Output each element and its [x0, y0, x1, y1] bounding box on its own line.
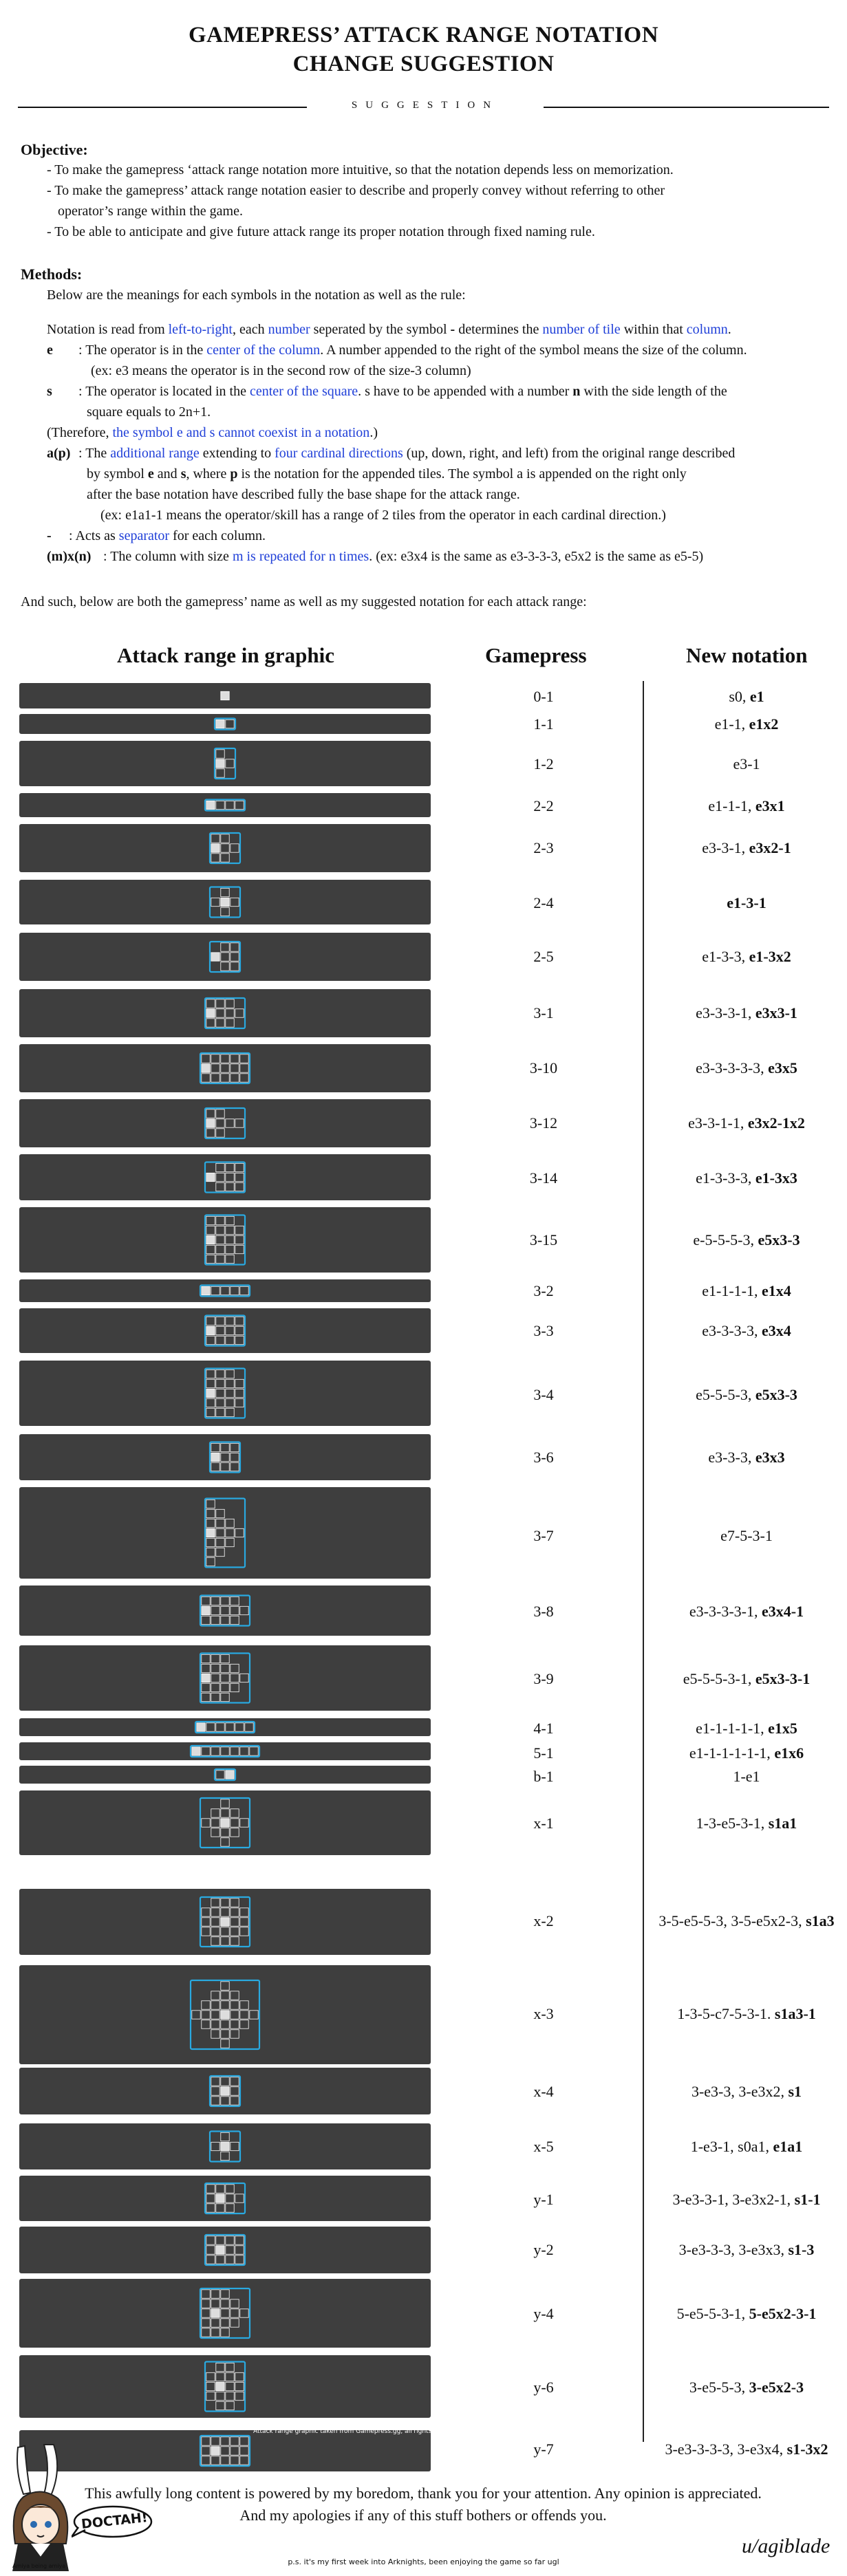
new-notation — [647, 2138, 846, 2156]
objective-item-1: - To make the gamepress ‘attack range notation more intuitive, so that the notation depends less on memorization. — [47, 162, 674, 177]
gamepress-notation: 1-2 — [533, 755, 554, 772]
gamepress-notation: 2-2 — [533, 797, 554, 814]
gamepress-notation: y-6 — [533, 2379, 554, 2396]
gamepress-notation: x-4 — [533, 2083, 554, 2100]
new-notation-plain: 3-e5-5-3, — [689, 2379, 749, 2396]
gamepress-notation: 2-3 — [533, 839, 554, 856]
table-intro: And such, below are both the gamepress’ name as well as my suggested notation for each attack range: — [21, 594, 587, 609]
new-notation-plain: e1-1-1, — [708, 797, 755, 814]
range-graphic-panel — [19, 714, 431, 734]
range-3-6-icon — [19, 1434, 431, 1480]
new-notation-plain: e3-3-1-1, — [688, 1114, 748, 1132]
new-notation-plain: 1-e3-1, s0a1, — [690, 2138, 773, 2155]
rule-dash: : Acts as separator for each column. — [69, 528, 266, 543]
range-1-1-icon — [19, 714, 431, 734]
range-graphic-panel — [19, 1308, 431, 1353]
range-x-1-icon — [19, 1790, 431, 1855]
objective-item-2: - To make the gamepress’ attack range notation easier to describe and properly convey without referring to other — [47, 183, 665, 198]
range-y-2-icon — [19, 2227, 431, 2273]
range-graphic-panel — [19, 2227, 431, 2273]
speech-bubble-text: DOCTAH! — [81, 2510, 149, 2532]
footer-line-1: This awfully long content is powered by my boredom, thank you for your attention. Any opinion is appreciated. — [85, 2485, 762, 2502]
new-notation-bold: e3x5 — [768, 1059, 797, 1076]
new-notation — [647, 894, 846, 912]
new-notation-plain: e1-1-1-1-1, — [696, 1720, 769, 1737]
new-notation-plain: s0, — [729, 688, 750, 705]
gamepress-notation: 2-5 — [533, 948, 554, 965]
new-notation — [647, 1386, 846, 1404]
new-notation — [647, 755, 846, 773]
range-0-1-icon — [19, 683, 431, 708]
range-3-10-icon — [19, 1044, 431, 1092]
footer-line-2: And my apologies if any of this stuff bothers or offends you. — [239, 2507, 607, 2524]
gamepress-notation: 3-6 — [533, 1449, 554, 1466]
range-x-3-icon — [19, 1965, 431, 2064]
new-notation — [647, 2305, 846, 2323]
new-notation — [647, 1059, 846, 1077]
rule-s-cont: square equals to 2n+1. — [87, 404, 211, 420]
new-notation — [647, 2083, 846, 2101]
methods-heading: Methods: — [21, 266, 83, 283]
new-notation — [647, 1449, 846, 1466]
new-notation — [647, 2191, 846, 2209]
postscript: p.s. it's my first week into Arknights, been enjoying the game so far ugl — [288, 2557, 559, 2566]
new-notation — [647, 1231, 846, 1249]
symbol-mx: (m)x(n) — [47, 549, 92, 564]
range-graphic-panel — [19, 1585, 431, 1636]
range-3-2-icon — [19, 1279, 431, 1302]
range-3-1-icon — [19, 989, 431, 1037]
range-graphic-panel — [19, 1487, 431, 1579]
symbol-s: s — [47, 384, 52, 399]
rule-a-line-3: after the base notation have described fully the base shape for the attack range. — [87, 487, 520, 502]
new-notation — [647, 1603, 846, 1621]
rule-s: : The operator is located in the center of the square. s have to be appended with a number n with the side length of the — [78, 384, 727, 399]
gamepress-notation: x-1 — [533, 1815, 554, 1832]
new-notation-plain: 1-3-e5-3-1, — [696, 1815, 769, 1832]
range-2-4-icon — [19, 880, 431, 924]
gamepress-notation: b-1 — [533, 1768, 554, 1785]
range-graphic-panel — [19, 2279, 431, 2348]
methods-intro: Below are the meanings for each symbols in the notation as well as the rule: — [47, 288, 466, 303]
new-notation-plain: e3-3-3-3-3, — [696, 1059, 769, 1076]
range-3-8-icon — [19, 1585, 431, 1636]
range-graphic-panel — [19, 2068, 431, 2114]
rule-therefore: (Therefore, the symbol e and s cannot coexist in a notation.) — [47, 425, 378, 440]
range-b-1-icon — [19, 1766, 431, 1784]
new-notation-plain: e3-1 — [733, 755, 760, 772]
gamepress-notation: 5-1 — [533, 1744, 554, 1762]
divider-left — [18, 107, 307, 108]
new-notation-bold: e1a1 — [773, 2138, 803, 2155]
range-x-5-icon — [19, 2123, 431, 2169]
new-notation-plain: 5-e5-5-3-1, — [676, 2305, 749, 2322]
new-notation-bold: e1-3x3 — [755, 1169, 797, 1187]
range-graphic-panel — [19, 2123, 431, 2169]
new-notation — [647, 839, 846, 857]
range-graphic-panel — [19, 1434, 431, 1480]
new-notation — [647, 1768, 846, 1786]
page-title — [0, 21, 847, 78]
new-notation-bold: e3x4-1 — [761, 1603, 804, 1620]
range-graphic-panel — [19, 1766, 431, 1784]
new-notation-bold: e1 — [749, 688, 764, 705]
new-notation — [647, 948, 846, 966]
new-notation-bold: s1-3x2 — [786, 2440, 828, 2458]
new-notation — [647, 1912, 846, 1930]
range-graphic-panel — [19, 1044, 431, 1092]
new-notation-plain: e3-3-3-3, — [702, 1322, 762, 1339]
objective-heading: Objective: — [21, 141, 88, 158]
new-notation-bold: e3x1 — [755, 797, 785, 814]
range-graphic-panel — [19, 1790, 431, 1855]
new-notation-bold: e5x3-3 — [755, 1386, 797, 1403]
new-notation — [647, 1169, 846, 1187]
new-notation — [647, 688, 846, 706]
new-notation-bold: s1-3 — [788, 2241, 815, 2258]
range-x-2-icon — [19, 1889, 431, 1955]
new-notation-bold: e5x3-3-1 — [755, 1670, 811, 1687]
range-graphic-panel — [19, 1742, 431, 1760]
range-graphic-panel — [19, 2355, 431, 2418]
range-5-1-icon — [19, 1742, 431, 1760]
new-notation-bold: e1-3-1 — [727, 894, 766, 911]
range-y-4-icon — [19, 2279, 431, 2348]
image-credit: Attack range graphic taken from Gamepress.gg, all rights reserved. — [253, 2428, 463, 2435]
new-notation-plain: e5-5-5-3-1, — [683, 1670, 755, 1687]
title-line-1: GAMEPRESS’ ATTACK RANGE NOTATION — [188, 23, 659, 47]
new-notation-plain: 3-e3-3-3-3, 3-e3x4, — [665, 2440, 787, 2458]
new-notation-bold: e3x4 — [761, 1322, 791, 1339]
new-notation-plain: e1-1, — [714, 715, 749, 733]
new-notation — [647, 2241, 846, 2259]
column-header-gamepress: Gamepress — [485, 643, 587, 667]
range-graphic-panel — [19, 793, 431, 817]
gamepress-notation: 0-1 — [533, 688, 554, 705]
new-notation-plain: e1-3-3-3, — [696, 1169, 755, 1187]
new-notation — [647, 1282, 846, 1300]
new-notation — [647, 1815, 846, 1832]
mascot-caption: Amiya being amiya — [12, 2563, 66, 2569]
range-graphic-panel — [19, 683, 431, 708]
new-notation-bold: e3x2-1 — [749, 839, 791, 856]
new-notation — [647, 1670, 846, 1688]
gamepress-notation: 3-2 — [533, 1282, 554, 1299]
symbol-e: e — [47, 343, 53, 358]
range-3-12-icon — [19, 1099, 431, 1147]
new-notation-plain: e3-3-3-3-1, — [689, 1603, 762, 1620]
range-3-15-icon — [19, 1207, 431, 1273]
new-notation-plain: 1-3-5-c7-5-3-1. — [677, 2005, 775, 2022]
new-notation-plain: 3-e3-3-3, 3-e3x3, — [678, 2241, 789, 2258]
new-notation-plain: 1-e1 — [733, 1768, 760, 1785]
new-notation-bold: e1-3x2 — [749, 948, 791, 965]
rule-notation: Notation is read from left-to-right, each number seperated by the symbol - determines the number of tile within that column. — [47, 322, 731, 337]
new-notation-plain: e-5-5-5-3, — [693, 1231, 758, 1248]
range-1-2-icon — [19, 741, 431, 786]
new-notation-plain: e1-3-3, — [702, 948, 749, 965]
range-2-2-icon — [19, 793, 431, 817]
title-line-2: CHANGE SUGGESTION — [292, 52, 555, 76]
new-notation — [647, 1004, 846, 1022]
gamepress-notation: y-1 — [533, 2191, 554, 2208]
new-notation-bold: s1a3 — [806, 1912, 835, 1929]
new-notation-plain: 3-5-e5-5-3, 3-5-e5x2-3, — [658, 1912, 806, 1929]
new-notation-bold: e1x5 — [768, 1720, 797, 1737]
symbol-a: a(p) — [47, 446, 71, 461]
new-notation-bold: e1x6 — [774, 1744, 804, 1762]
new-notation-bold: e3x3 — [755, 1449, 785, 1466]
column-divider — [643, 681, 644, 2442]
gamepress-notation: 3-14 — [529, 1169, 558, 1187]
rule-e: : The operator is in the center of the column. A number appended to the right of the symbol means the size of the column. — [78, 343, 747, 358]
range-graphic-panel — [19, 989, 431, 1037]
range-graphic-panel — [19, 1361, 431, 1426]
rule-e-example: (ex: e3 means the operator is in the second row of the size-3 column) — [91, 363, 471, 378]
new-notation — [647, 2379, 846, 2396]
range-4-1-icon — [19, 1718, 431, 1736]
gamepress-notation: y-7 — [533, 2440, 554, 2458]
new-notation-bold: s1-1 — [794, 2191, 821, 2208]
new-notation — [647, 1744, 846, 1762]
section-label: SUGGESTION — [351, 100, 500, 111]
new-notation-bold: e3x2-1x2 — [747, 1114, 805, 1132]
range-graphic-panel — [19, 2176, 431, 2221]
range-y-7-icon — [19, 2430, 431, 2471]
column-header-new-notation: New notation — [686, 643, 808, 667]
range-graphic-panel — [19, 880, 431, 924]
new-notation — [647, 2440, 846, 2458]
new-notation-bold: e1x2 — [749, 715, 779, 733]
range-graphic-panel — [19, 2430, 431, 2471]
new-notation-bold: 3-e5x2-3 — [749, 2379, 804, 2396]
gamepress-notation: 3-8 — [533, 1603, 554, 1620]
gamepress-notation: x-3 — [533, 2005, 554, 2022]
new-notation-plain: 3-e3-3, 3-e3x2, — [691, 2083, 789, 2100]
new-notation-plain: e5-5-5-3, — [696, 1386, 755, 1403]
new-notation-plain: e7-5-3-1 — [720, 1527, 773, 1544]
gamepress-notation: 3-7 — [533, 1527, 554, 1544]
symbol-dash: - — [47, 528, 52, 543]
gamepress-notation: 2-4 — [533, 894, 554, 911]
range-2-5-icon — [19, 933, 431, 981]
gamepress-notation: 3-1 — [533, 1004, 554, 1021]
gamepress-notation: y-4 — [533, 2305, 554, 2322]
rule-a-line-2: by symbol e and s, where p is the notation for the appended tiles. The symbol a is appended on the right only — [87, 466, 687, 481]
new-notation-bold: s1a3-1 — [774, 2005, 816, 2022]
range-graphic-panel — [19, 1207, 431, 1273]
new-notation-plain: e3-3-1, — [702, 839, 749, 856]
new-notation-plain: e1-1-1-1-1-1, — [689, 1744, 775, 1762]
rule-a-example: (ex: e1a1-1 means the operator/skill has a range of 2 tiles from the operator in each cardinal direction.) — [100, 508, 666, 523]
range-graphic-panel — [19, 1279, 431, 1302]
new-notation-plain: e3-3-3-1, — [696, 1004, 755, 1021]
new-notation-plain: e1-1-1-1, — [702, 1282, 762, 1299]
column-header-graphic: Attack range in graphic — [117, 643, 335, 667]
gamepress-notation: x-5 — [533, 2138, 554, 2155]
new-notation — [647, 1527, 846, 1545]
range-graphic-panel — [19, 1965, 431, 2064]
range-graphic-panel — [19, 1645, 431, 1711]
divider-right — [544, 107, 829, 108]
gamepress-notation: 3-9 — [533, 1670, 554, 1687]
new-notation-bold: s1 — [788, 2083, 802, 2100]
rule-mx: : The column with size m is repeated for n times. (ex: e3x4 is the same as e3-3-3-3, e5x2 is the same as e5-5) — [103, 549, 704, 564]
range-3-9-icon — [19, 1645, 431, 1711]
gamepress-notation: 3-10 — [529, 1059, 558, 1076]
range-graphic-panel — [19, 1718, 431, 1736]
range-3-3-icon — [19, 1308, 431, 1353]
new-notation-bold: e5x3-3 — [758, 1231, 800, 1248]
gamepress-notation: x-2 — [533, 1912, 554, 1929]
author-signature: u/agiblade — [742, 2535, 830, 2557]
range-graphic-panel — [19, 824, 431, 872]
mascot-drawing-icon — [3, 2440, 78, 2571]
gamepress-notation: 1-1 — [533, 715, 554, 733]
new-notation — [647, 715, 846, 733]
new-notation-plain: 3-e3-3-1, 3-e3x2-1, — [672, 2191, 795, 2208]
gamepress-notation: 3-12 — [529, 1114, 558, 1132]
new-notation — [647, 2005, 846, 2023]
range-graphic-panel — [19, 741, 431, 786]
objective-item-2-cont: operator’s range within the game. — [58, 204, 243, 219]
range-2-3-icon — [19, 824, 431, 872]
gamepress-notation: 3-4 — [533, 1386, 554, 1403]
new-notation — [647, 1322, 846, 1340]
new-notation — [647, 797, 846, 815]
range-3-4-icon — [19, 1361, 431, 1426]
new-notation-plain: e3-3-3, — [708, 1449, 755, 1466]
new-notation-bold: 5-e5x2-3-1 — [749, 2305, 817, 2322]
objective-item-3: - To be able to anticipate and give future attack range its proper notation through fixed naming rule. — [47, 224, 595, 239]
new-notation-bold: s1a1 — [768, 1815, 797, 1832]
range-graphic-panel — [19, 933, 431, 981]
range-x-4-icon — [19, 2068, 431, 2114]
range-graphic-panel — [19, 1889, 431, 1955]
range-graphic-panel — [19, 1099, 431, 1147]
range-y-1-icon — [19, 2176, 431, 2221]
new-notation-bold: e1x4 — [761, 1282, 791, 1299]
new-notation — [647, 1720, 846, 1738]
gamepress-notation: 3-15 — [529, 1231, 558, 1248]
rule-a: : The additional range extending to four cardinal directions (up, down, right, and left) from the original range described — [78, 446, 736, 461]
range-y-6-icon — [19, 2355, 431, 2418]
new-notation — [647, 1114, 846, 1132]
gamepress-notation: y-2 — [533, 2241, 554, 2258]
gamepress-notation: 4-1 — [533, 1720, 554, 1737]
range-3-7-icon — [19, 1487, 431, 1579]
range-graphic-panel — [19, 1154, 431, 1200]
gamepress-notation: 3-3 — [533, 1322, 554, 1339]
range-3-14-icon — [19, 1154, 431, 1200]
new-notation-bold: e3x3-1 — [755, 1004, 797, 1021]
